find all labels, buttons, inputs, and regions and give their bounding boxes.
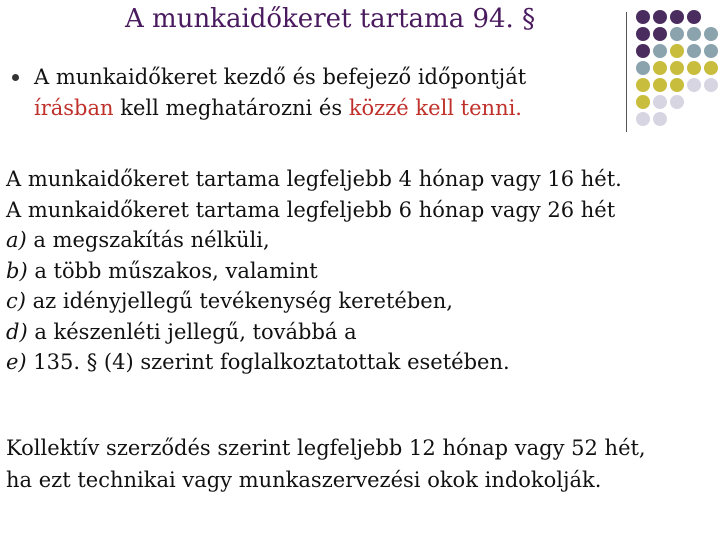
bullet-item [12, 62, 612, 124]
decorative-dot [670, 44, 684, 58]
decorative-dot [687, 112, 701, 126]
list-item-c [6, 286, 706, 317]
decorative-dot [670, 10, 684, 24]
list-item-b [6, 256, 706, 287]
final-line-1: Kollektív szerződés szerint legfeljebb 12 hónap vagy 52 hét, [6, 436, 646, 460]
list-text: 135. § (4) szerint foglalkoztatottak esetében. [26, 350, 510, 374]
decorative-dot [653, 95, 667, 109]
decorative-dot [636, 61, 650, 75]
decorative-dot [636, 78, 650, 92]
list-letter: b) [6, 258, 28, 283]
bullet-text-part1: A munkaidőkeret kezdő és befejező időpontját [34, 65, 527, 89]
decorative-dot [704, 27, 718, 41]
decorative-dot [704, 10, 718, 24]
decorative-dot [687, 27, 701, 41]
list-item-e [6, 347, 706, 378]
main-text-block [6, 164, 706, 378]
decorative-dot [687, 78, 701, 92]
decorative-dot [687, 10, 701, 24]
decorative-dot [687, 44, 701, 58]
bullet-icon [12, 74, 19, 81]
decorative-dot [636, 44, 650, 58]
list-letter: e) [6, 350, 27, 374]
decorative-dot [704, 61, 718, 75]
bullet-text-highlight-written: írásban [34, 96, 114, 120]
vertical-divider [626, 12, 627, 132]
decorative-dot [704, 44, 718, 58]
decorative-dot [704, 78, 718, 92]
decorative-dot [653, 112, 667, 126]
decorative-dot [653, 27, 667, 41]
slide-title: A munkaidőkeret tartama 94. § [125, 4, 536, 34]
text-line-4-months: A munkaidőkeret tartama legfeljebb 4 hónap vagy 16 hét. [6, 167, 622, 191]
bullet-text-part3: kell meghatározni és [113, 96, 349, 120]
list-letter: c) [6, 289, 26, 313]
decorative-dot [670, 112, 684, 126]
decorative-dot [653, 44, 667, 58]
decorative-dot [670, 95, 684, 109]
decorative-dot [636, 10, 650, 24]
decorative-dot [636, 27, 650, 41]
list-letter: d) [6, 319, 28, 344]
decorative-dot [670, 78, 684, 92]
decorative-dot [653, 10, 667, 24]
decorative-dot [636, 95, 650, 109]
decorative-dot [670, 61, 684, 75]
final-line-2: ha ezt technikai vagy munkaszervezési okok indokolják. [6, 468, 602, 492]
list-text: az idényjellegű tevékenység keretében, [25, 289, 453, 313]
bullet-text-highlight-publish: közzé kell tenni. [348, 96, 522, 120]
collective-agreement-text [6, 432, 706, 496]
list-item-d [6, 317, 706, 348]
decorative-dot [653, 61, 667, 75]
decorative-dot [687, 61, 701, 75]
decorative-dot-grid [636, 10, 718, 126]
decorative-dot [704, 95, 718, 109]
list-text: a megszakítás nélküli, [26, 228, 270, 252]
decorative-dot [670, 27, 684, 41]
list-letter: a) [6, 228, 27, 252]
decorative-dot [636, 112, 650, 126]
decorative-dot [687, 95, 701, 109]
text-line-6-months: A munkaidőkeret tartama legfeljebb 6 hónap vagy 26 hét [6, 197, 616, 222]
decorative-dot [653, 78, 667, 92]
list-text: a készenléti jellegű, továbbá a [27, 319, 357, 344]
list-text: a több műszakos, valamint [27, 258, 318, 283]
bullet-text [34, 62, 612, 124]
list-item-a [6, 225, 706, 256]
decorative-dot [704, 112, 718, 126]
